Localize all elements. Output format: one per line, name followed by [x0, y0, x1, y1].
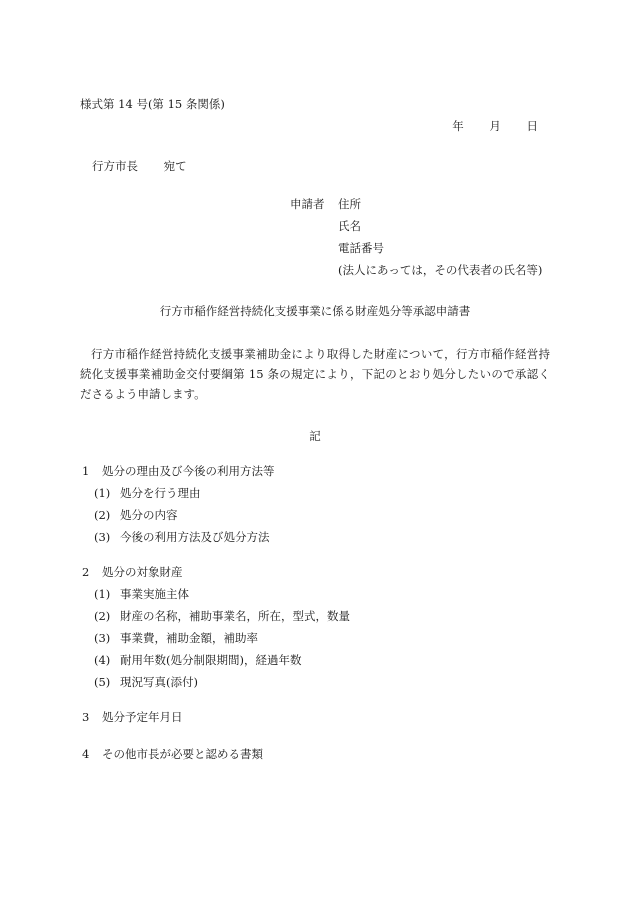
list-item: [94, 674, 198, 690]
applicant-phone-label: 電話番号: [338, 241, 384, 255]
section-number: 1: [82, 464, 90, 478]
list-item: [94, 608, 350, 624]
item-number: (3): [94, 631, 111, 645]
section-heading-text: 処分の対象財産: [102, 565, 183, 579]
ki-marker: 記: [309, 429, 321, 443]
form-number: 様式第 14 号(第 15 条関係): [80, 97, 225, 111]
section-number: 4: [82, 747, 90, 761]
item-text: 財産の名称，補助事業名，所在，型式，数量: [120, 609, 350, 623]
item-number: (1): [94, 486, 111, 500]
item-text: 今後の利用方法及び処分方法: [120, 530, 270, 544]
date-year-label: 年: [452, 119, 464, 133]
section-4-heading: [82, 746, 263, 762]
section-1-heading: [82, 463, 275, 479]
item-text: 処分の内容: [120, 508, 178, 522]
applicant-address-label: 住所: [338, 197, 361, 211]
item-text: 処分を行う理由: [120, 486, 201, 500]
date-month-label: 月: [489, 119, 501, 133]
list-item: [94, 507, 178, 523]
applicant-name-label: 氏名: [338, 219, 361, 233]
section-number: 2: [82, 565, 90, 579]
date-day-label: 日: [526, 119, 538, 133]
item-text: 現況写真(添付): [120, 675, 198, 689]
section-heading-text: 処分の理由及び今後の利用方法等: [102, 464, 275, 478]
list-item: [94, 485, 201, 501]
section-2-heading: [82, 564, 183, 580]
application-body: 行方市稲作経営持続化支援事業補助金により取得した財産について，行方市稲作経営持続化支援事業補助金交付要綱第 15 条の規定により，下記のとおり処分したいので承認くださるよう申請します。: [80, 347, 550, 401]
item-text: 事業費，補助金額，補助率: [120, 631, 258, 645]
list-item: [94, 529, 270, 545]
addressee-name: 行方市長: [92, 159, 138, 173]
item-text: 耐用年数(処分制限期間)，経過年数: [120, 653, 302, 667]
document-title: 行方市稲作経営持続化支援事業に係る財産処分等承認申請書: [159, 304, 471, 318]
item-text: 事業実施主体: [120, 587, 189, 601]
item-number: (2): [94, 508, 111, 522]
date-line: [452, 118, 538, 134]
item-number: (4): [94, 653, 111, 667]
addressee: [92, 158, 187, 174]
list-item: [94, 652, 301, 668]
applicant-label: 申請者: [290, 197, 325, 211]
item-number: (5): [94, 675, 111, 689]
item-number: (3): [94, 530, 111, 544]
item-number: (2): [94, 609, 111, 623]
section-3-heading: [82, 709, 183, 725]
list-item: [94, 630, 258, 646]
applicant-corporate-note: (法人にあっては，その代表者の氏名等): [338, 263, 543, 277]
section-heading-text: 処分予定年月日: [102, 710, 183, 724]
item-number: (1): [94, 587, 111, 601]
section-number: 3: [82, 710, 90, 724]
list-item: [94, 586, 189, 602]
section-heading-text: その他市長が必要と認める書類: [102, 747, 263, 761]
addressee-suffix: 宛て: [163, 159, 187, 173]
